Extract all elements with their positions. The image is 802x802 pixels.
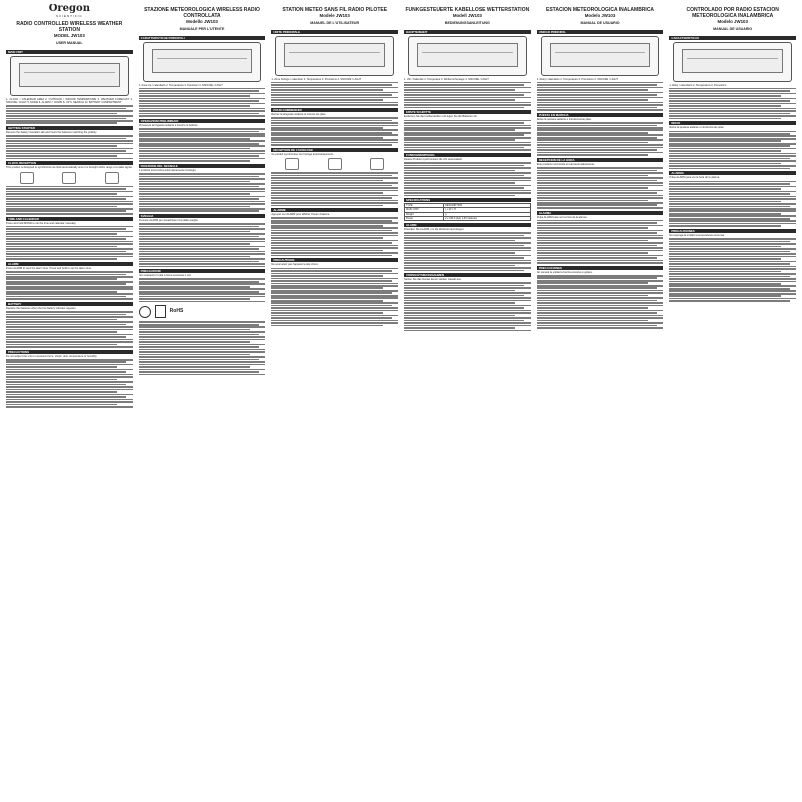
section-heading: RICEZIONE DEL SEGNALE — [139, 164, 266, 168]
text-block — [6, 226, 133, 260]
doc-title: FUNKGESTEUERTE KABELLOSE WETTERSTATION — [405, 7, 530, 13]
section-text: Dieses Produkt synchronisiert die Uhr automatisch. — [404, 157, 463, 161]
section-text: Non sottoporre l'unita a forza eccessiva o urti. — [138, 274, 192, 278]
section-heading: ALARM — [6, 262, 133, 266]
text-block — [271, 117, 398, 146]
section-text: Appuyez sur ALARM pour afficher l'heure d'alarme. — [271, 213, 331, 217]
text-block — [6, 135, 133, 159]
manual-label: MANUAL DE USUARIO — [580, 20, 620, 25]
text-block — [6, 359, 133, 408]
table-cell: 2 x UM-3 (AA) 1.5V batteries — [444, 216, 531, 220]
model-name: MODEL JW103 — [53, 33, 85, 38]
section-text: Este producto sincroniza el reloj automaticamente. — [536, 162, 595, 166]
section-heading: ALARMA — [669, 171, 796, 175]
manual-label: MANUALE PER L'UTENTE — [179, 26, 225, 31]
text-block — [537, 82, 664, 111]
section-text: Press and hold MODE to set the time and calendar manually. — [6, 221, 77, 225]
signal-none-icon — [370, 158, 384, 170]
section-text: Il prodotto sincronizza automaticamente l'orologio. — [138, 168, 197, 172]
text-block — [404, 82, 531, 108]
text-block — [6, 105, 133, 124]
doc-title: CONTROLADO POR RADIO ESTACION METEOROLOGICA INALAMBRICA — [686, 7, 779, 19]
manual-column-en — [6, 4, 133, 798]
doc-title: STATION METEO SANS FIL RADIO PILOTEE — [282, 7, 388, 13]
table-cell: TYPE — [405, 204, 444, 208]
brand-logo: Oregon — [48, 4, 90, 14]
text-block — [669, 88, 796, 119]
model-name: Modello JW103 — [186, 19, 218, 24]
text-block — [271, 82, 398, 106]
section-text: Retire la pestana aislante e introduzca las pilas. — [669, 126, 725, 130]
column-header — [537, 7, 664, 26]
section-text: 1. Area ora / calendario 2. Temperatura 3. Previsioni 4. SNOOZE / LIGHT — [138, 83, 223, 87]
section-heading: UNITE PRINCIPALE — [271, 30, 398, 34]
manual-label: USER MANUAL — [56, 40, 83, 45]
section-text: Retire la pestana aislante e introduzca las pilas. — [536, 117, 592, 121]
signal-icons — [271, 158, 398, 170]
signal-none-icon — [105, 172, 119, 184]
section-heading: ALARME — [271, 208, 398, 212]
section-heading: RECEPCION DE LA HORA — [537, 158, 664, 162]
signal-strong-icon — [285, 158, 299, 170]
manual-label: BEDIENUNGSANLEITUNG — [444, 20, 490, 25]
model-name: Modelo JW103 — [717, 19, 748, 24]
section-text: 1. Zone horloge / calendrier 2. Temperature 3. Previsions 4. SNOOZE / LIGHT — [271, 77, 362, 81]
table-cell: MAIN UNIT — [405, 208, 444, 212]
table-row — [405, 216, 531, 220]
doc-title: ESTACION METEOROLOGICA INALAMBRICA — [545, 7, 655, 13]
text-block — [271, 172, 398, 206]
text-block — [6, 186, 133, 215]
table-cell: DESCRIPTION — [444, 204, 531, 208]
table-cell: g — [444, 212, 531, 216]
section-heading: PUESTA EN MARCHA — [537, 113, 664, 117]
text-block — [669, 131, 796, 170]
section-heading: PRECAUZIONI — [139, 269, 266, 273]
main-unit-illustration — [541, 36, 660, 76]
text-block — [537, 220, 664, 264]
specifications-table — [404, 203, 531, 221]
section-heading: ALARMA — [537, 211, 664, 215]
model-name: Modele JW103 — [319, 13, 350, 18]
manual-label: MANUAL DE USUARIO — [713, 26, 753, 31]
text-block — [669, 238, 796, 302]
text-block — [139, 128, 266, 162]
section-text: Retirez la languette isolante et inserez les piles. — [271, 112, 327, 116]
section-text: Entfernen Sie den Isolierstreifen und legen Sie die Batterien ein. — [404, 115, 478, 119]
column-header — [139, 7, 266, 32]
section-text: 1. Reloj / calendario 2. Temperatura 3. Pronostico — [669, 83, 727, 87]
section-text: Pulse ALARM para ver la hora de la alarma. — [669, 176, 720, 180]
text-block — [139, 173, 266, 212]
manual-column-de — [404, 4, 531, 798]
text-block — [139, 278, 266, 302]
section-text: Remove the battery insulation tab and insert the batteries matching the polarity. — [6, 131, 97, 135]
section-heading: MAIN UNIT — [6, 50, 133, 54]
section-heading: PRECAUCIONES — [537, 266, 664, 270]
signal-weak-icon — [328, 158, 342, 170]
manual-column-it — [139, 4, 266, 798]
section-heading: RECEPTION DE L'HORLOGE — [271, 148, 398, 152]
section-heading: CARATTERISTICHE PRINCIPALI — [139, 36, 266, 40]
section-heading: POUR COMMENCER — [271, 108, 398, 112]
section-heading: HAUPTEINHEIT — [404, 30, 531, 34]
section-text: Pulse ALARM para ver la hora de la alarma. — [536, 215, 588, 219]
section-text: Replace the batteries when the low battery indicator appears. — [6, 306, 77, 310]
section-heading: SPECIFICATIONS — [404, 198, 531, 202]
text-block — [537, 167, 664, 208]
section-heading: ALARM — [404, 223, 531, 227]
table-cell: Weight — [405, 212, 444, 216]
section-heading: CARACTERISTICAS — [669, 36, 796, 40]
rohs-label: RoHS — [169, 308, 184, 315]
main-unit-illustration — [275, 36, 394, 76]
text-block — [6, 271, 133, 300]
text-block — [139, 223, 266, 267]
text-block — [404, 162, 531, 196]
section-heading: ERSTE SCHRITTE — [404, 110, 531, 114]
text-block — [537, 122, 664, 156]
section-heading: TIME AND CALENDAR — [6, 217, 133, 221]
section-text: Druecken Sie ALARM, um die Weckzeit anzuzeigen. — [404, 227, 465, 231]
section-heading: SVEGLIA — [139, 214, 266, 218]
section-heading: INICIO — [669, 121, 796, 125]
text-block — [271, 268, 398, 327]
table-cell: L x W x H — [444, 208, 531, 212]
section-heading: PRECAUTIONS — [6, 350, 133, 354]
section-heading: PRECAUCIONES — [669, 229, 796, 233]
section-text: 1. CLOCK / CALENDAR AREA 2. OUTDOOR / INDOOR TEMPERATURE 3. WEATHER FORECAST 4. SNOOZE / LIGHT 5. MODE 6. ALARM 7. DOWN 8. UP 9. SEARCH 10. BATTERY COMPARTMENT — [6, 97, 133, 104]
manual-column-fr — [271, 4, 398, 798]
manual-label: MANUEL DE L'UTILISATEUR — [310, 20, 360, 25]
text-block — [404, 232, 531, 271]
text-block — [537, 275, 664, 329]
section-text: This product is designed to synchronize its clock automatically once it is brought within range of a radio signal. — [6, 166, 133, 170]
text-block — [404, 120, 531, 151]
section-text: Press ALARM to view the alarm time. Press and hold to set the alarm time. — [6, 266, 92, 270]
brand-subtitle: SCIENTIFIC — [56, 14, 83, 18]
model-name: Modelo JW103 — [584, 13, 616, 18]
section-text: Rimuovere la linguetta isolante e inserire le batterie. — [138, 123, 199, 127]
section-heading: OPERAZIONI PRELIMINARI — [139, 119, 266, 123]
table-cell: Power — [405, 216, 444, 220]
section-text: No exponga la unidad a temperaturas extremas. — [669, 233, 725, 237]
section-heading: VORSICHTSMASSNAHMEN — [404, 273, 531, 277]
text-block — [139, 321, 266, 375]
text-block — [404, 282, 531, 331]
section-text: Ce produit synchronise son horloge automatiquement. — [271, 152, 334, 156]
text-block — [669, 181, 796, 227]
section-text: 1. Reloj / calendario 2. Temperatura 3. Pronostico 4. SNOOZE / LIGHT — [536, 77, 618, 81]
compliance-marks — [139, 305, 266, 318]
signal-icons — [6, 172, 133, 184]
main-unit-illustration — [10, 56, 129, 96]
main-unit-illustration — [673, 42, 792, 82]
section-heading: GETTING STARTED — [6, 126, 133, 130]
section-text: Setzen Sie das Geraet keiner starken Gewalt aus. — [404, 278, 462, 282]
section-text: Premere ALARM per visualizzare l'ora della sveglia. — [138, 219, 199, 223]
section-heading: CLOCK RECEPTION — [6, 161, 133, 165]
doc-title: RADIO CONTROLLED WIRELESS WEATHER STATION — [16, 21, 123, 33]
model-name: Modell JW103 — [452, 13, 482, 18]
section-text: Do not subject the unit to excessive force, shock, dust, temperature or humidity. — [6, 354, 98, 358]
main-unit-illustration — [408, 36, 527, 76]
signal-weak-icon — [62, 172, 76, 184]
section-heading: BATTERY — [6, 302, 133, 306]
text-block — [6, 311, 133, 347]
column-header — [271, 7, 398, 26]
section-text: Ne soumettez pas l'appareil a des chocs. — [271, 263, 319, 267]
ce-mark-icon — [139, 306, 151, 318]
column-header — [669, 7, 796, 32]
manual-column-es — [537, 4, 664, 798]
signal-strong-icon — [20, 172, 34, 184]
section-heading: UNIDAD PRINCIPAL — [537, 30, 664, 34]
section-text: 1. Uhr / Kalender 2. Temperatur 3. Wettervorhersage 4. SNOOZE / LIGHT — [404, 77, 489, 81]
main-unit-illustration — [143, 42, 262, 82]
column-header — [6, 4, 133, 46]
manual-column-es2 — [669, 4, 796, 798]
text-block — [139, 88, 266, 117]
column-header — [404, 7, 531, 26]
doc-title: STAZIONE METEOROLOGICA WIRELESS RADIO CONTROLLATA — [144, 7, 260, 19]
text-block — [271, 217, 398, 256]
section-heading: FUNKUHREMPFANG — [404, 153, 531, 157]
section-heading: PRECAUTIONS — [271, 258, 398, 262]
section-text: No someta la unidad a fuerza excesiva o golpes. — [536, 270, 593, 274]
weee-bin-icon — [155, 305, 166, 318]
